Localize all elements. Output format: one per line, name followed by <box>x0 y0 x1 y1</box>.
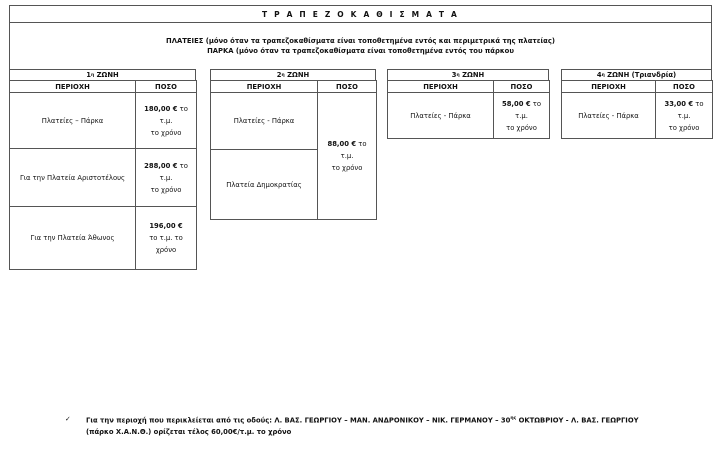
zone-2-header: 2 η ΖΩΝΗ <box>210 69 376 81</box>
zone-4-table <box>561 80 713 139</box>
area-cell: Πλατείες – Πάρκα <box>10 93 136 149</box>
price-header: ΠΟΣΟ <box>656 81 713 93</box>
area-header: ΠΕΡΙΟΧΗ <box>211 81 318 93</box>
area-cell: Για την Πλατεία Άθωνος <box>10 207 136 270</box>
price-header: ΠΟΣΟ <box>136 81 197 93</box>
page-title: Τ Ρ Α Π Ε Ζ Ο Κ Α Θ Ι Σ Μ Α Τ Α <box>9 5 712 23</box>
zone-1-header: 1 η ΖΩΝΗ <box>9 69 196 81</box>
price-cell: 196,00 € το τ.μ. το χρόνο <box>136 207 197 270</box>
area-cell: Για την Πλατεία Αριστοτέλους <box>10 149 136 207</box>
footnote-text: Για την περιοχή που περικλείεται από τις οδούς: Λ. ΒΑΣ. ΓΕΩΡΓΙΟΥ – ΜΑΝ. ΑΝΔΡΟΝΙΚΟΥ – ΝΙΚ. ΓΕΡΜΑΝΟΥ – $30^{\eta\varsigma}$ ΟΚΤΩΒΡΙΟΥ - Λ. ΒΑΣ. ΓΕΩΡΓΙΟΥ (πάρκο Χ.Α.Ν.Θ.) ορίζεται τέλος 60,00€/τ.μ. το χρόνο <box>86 416 639 437</box>
checkmark-icon: ✓ <box>65 415 71 423</box>
zone-4-header: 4 η ΖΩΝΗ (Τριανδρία) <box>561 69 712 81</box>
subtitle-line-2: ΠΑΡΚΑ (μόνο όταν τα τραπεζοκαθίσματα είναι τοποθετημένα εντός του πάρκου <box>207 46 514 55</box>
subtitle <box>9 22 712 69</box>
area-header: ΠΕΡΙΟΧΗ <box>10 81 136 93</box>
zone-2-table <box>210 80 377 220</box>
zone-3-header: 3 η ΖΩΝΗ <box>387 69 549 81</box>
table-row <box>562 93 713 139</box>
price-header: ΠΟΣΟ <box>318 81 377 93</box>
zone-3-table <box>387 80 550 139</box>
area-cell: Πλατείες - Πάρκα <box>211 93 318 150</box>
area-cell: Πλατείες - Πάρκα <box>388 93 494 139</box>
price-cell: 88,00 € το τ.μ. το χρόνο <box>318 93 377 220</box>
subtitle-line-1: ΠΛΑΤΕΙΕΣ (μόνο όταν τα τραπεζοκαθίσματα είναι τοποθετημένα εντός και περιμετρικά της πλατείας) <box>166 36 555 45</box>
zone-1-table <box>9 80 197 270</box>
table-row <box>211 93 377 150</box>
area-header: ΠΕΡΙΟΧΗ <box>562 81 656 93</box>
area-cell: Πλατεία Δημοκρατίας <box>211 150 318 220</box>
area-header: ΠΕΡΙΟΧΗ <box>388 81 494 93</box>
price-cell: 180,00 € το τ.μ. το χρόνο <box>136 93 197 149</box>
table-row <box>10 149 197 207</box>
table-row <box>10 93 197 149</box>
area-cell: Πλατείες - Πάρκα <box>562 93 656 139</box>
price-cell: 288,00 € το τ.μ. το χρόνο <box>136 149 197 207</box>
table-row <box>10 207 197 270</box>
price-cell: 58,00 € το τ.μ. το χρόνο <box>494 93 550 139</box>
price-header: ΠΟΣΟ <box>494 81 550 93</box>
price-cell: 33,00 € το τ.μ. το χρόνο <box>656 93 713 139</box>
table-row <box>388 93 550 139</box>
